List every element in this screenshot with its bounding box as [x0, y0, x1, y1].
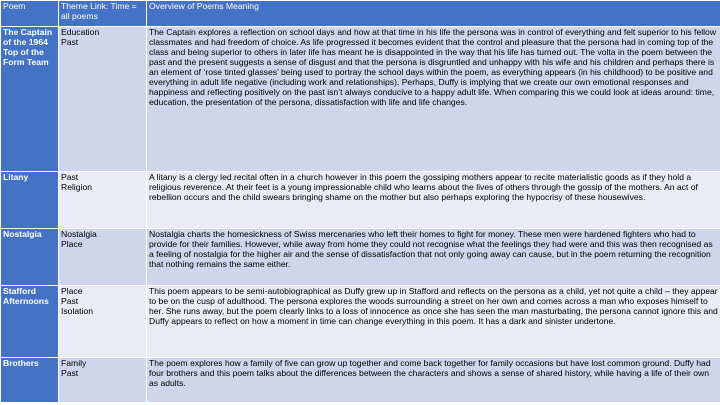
poem-title: Stafford Afternoons [1, 286, 59, 358]
theme-item: Religion [61, 181, 93, 192]
theme-item: Past [61, 172, 79, 182]
poem-overview: Nostalgia charts the homesickness of Swiss mercenaries who left their homes to fight for money. These men were hardened fighters who had to provide for their families. However, while away from home they could not recognise what the feelings they had were and this was then recognised as a feeling of nostalgia for the higher air and the sense of dissatisfaction that not only going away can cause, but in the poem returning the recognition that nothing remains the same either. [147, 229, 720, 286]
poem-overview: The poem explores how a family of five can grow up together and come back together for family occasions but have lost common ground. Duffy had four brothers and this poem talks about the differences between the characters and shows a sense of shared history, while having a life of their own as adults. [147, 358, 720, 403]
theme-item: Education [61, 27, 100, 37]
poem-overview: This poem appears to be semi-autobiographical as Duffy grew up in Stafford and reflects on the persona as a child, yet not quite a child – they appear to be on the cusp of adulthood. The persona explores the woods surrounding a street on her own and comes across a man who exposes himself to her. She runs away, but the poem clearly links to a loss of innocence as once she has seen the man masturbating, the persona cannot ignore this and Duffy appears to reflect on how a moment in time can change everything in this poem. It has a dark and sinister undertone. [147, 286, 720, 358]
table-row [1, 358, 720, 403]
theme-cell [59, 229, 147, 286]
header-poem: Poem [1, 1, 59, 27]
table-row [1, 286, 720, 358]
poem-overview: The Captain explores a reflection on school days and how at that time in his life the persona was in control of everything and felt superior to his fellow classmates and had freedom of choice. As life progressed it becomes evident that the control and pleasure that the persona had in coming top of the class and being superior to others in later life has meant he is disappointed in the way that his life has turned out. The volta in the poem between the past and the present suggests a sense of disgust and that the persona is disgruntled and unhappy with his wife and his children and perhaps there is an element of ‘rose tinted glasses’ being used to portray the school days within the poem, as everything appears (in his childhood) to be positive and everything in adult life negative (including work and relationships). Perhaps, Duffy is implying that we create our own emotional responses and happiness and reflecting positively on the past isn’t always conducive to a happy adult life. When comparing this we could look at ideas around: time, education, the presentation of the persona, dissatisfaction with life and life changes. [147, 27, 720, 172]
poem-title: Brothers [1, 358, 59, 403]
theme-item: Place [61, 238, 83, 249]
theme-item: Past [61, 36, 79, 47]
theme-item: Past [61, 295, 79, 306]
poem-overview: A litany is a clergy led recital often in a church however in this poem the gossiping mothers appear to recite materialistic goods as if they hold a religious reverence. At their feet is a young impressionable child who learns about the lives of others through the gossip of the mothers. An act of rebellion occurs and the child swears bringing shame on the mother but also perhaps exploring the hypocrisy of these housewives. [147, 172, 720, 229]
theme-item: Past [61, 367, 79, 378]
table-row [1, 27, 720, 172]
table-row [1, 172, 720, 229]
theme-cell [59, 27, 147, 172]
poem-title: Nostalgia [1, 229, 59, 286]
theme-item: Place [61, 286, 83, 296]
header-theme-link: Theme Link: Time = all poems [59, 1, 147, 27]
theme-cell [59, 358, 147, 403]
table-row [1, 229, 720, 286]
theme-item: Family [61, 358, 87, 368]
theme-item: Nostalgia [61, 229, 97, 239]
header-overview: Overview of Poems Meaning [147, 1, 720, 27]
poem-title: Litany [1, 172, 59, 229]
theme-cell [59, 172, 147, 229]
theme-cell [59, 286, 147, 358]
poem-title: The Captain of the 1964 Top of the Form Team [1, 27, 59, 172]
header-row [1, 1, 720, 27]
theme-item: Isolation [61, 305, 94, 316]
